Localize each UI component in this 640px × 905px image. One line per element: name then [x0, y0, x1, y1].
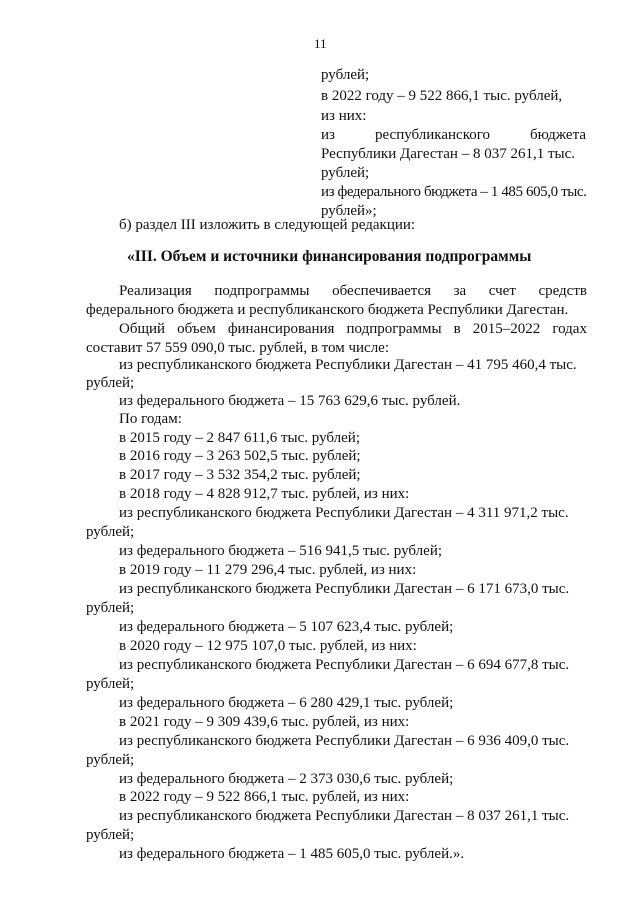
- year-republican-cont: рублей;: [86, 827, 135, 843]
- word: подпрограммы: [214, 283, 310, 299]
- word: подпрограммы: [346, 321, 442, 337]
- word: счет: [488, 283, 516, 299]
- paragraph-line: федерального бюджета и республиканского бюджета Республики Дагестан.: [86, 302, 569, 318]
- section-b-text: б) раздел III изложить в следующей редакции:: [119, 217, 416, 233]
- table-cont-line: рублей;: [321, 67, 370, 83]
- year-republican: из республиканского бюджета Республики Дагестан – 6 936 409,0 тыс.: [119, 733, 570, 749]
- table-cont-line: [321, 126, 586, 144]
- year-republican-cont: рублей;: [86, 524, 135, 540]
- year-federal: из федерального бюджета – 6 280 429,1 тыс. рублей;: [119, 695, 454, 711]
- word: республиканского: [375, 127, 490, 143]
- year-federal: из федерального бюджета – 1 485 605,0 тыс. рублей.».: [119, 846, 465, 862]
- table-cont-line: рублей;: [321, 165, 370, 181]
- word: в: [453, 321, 461, 337]
- table-cont-line: из них:: [321, 108, 367, 124]
- total-republican-cont: рублей;: [86, 375, 135, 391]
- table-cont-line: рублей»;: [321, 203, 377, 219]
- total-federal: из федерального бюджета – 15 763 629,6 тыс. рублей.: [119, 393, 461, 409]
- year-line: в 2019 году – 11 279 296,4 тыс. рублей, из них:: [119, 562, 417, 578]
- year-republican-cont: рублей;: [86, 752, 135, 768]
- table-cont-line: Республики Дагестан – 8 037 261,1 тыс.: [321, 146, 575, 162]
- year-line: в 2022 году – 9 522 866,1 тыс. рублей, из них:: [119, 789, 410, 805]
- total-republican: из республиканского бюджета Республики Дагестан – 41 795 460,4 тыс.: [119, 357, 577, 373]
- year-republican: из республиканского бюджета Республики Дагестан – 8 037 261,1 тыс.: [119, 808, 570, 824]
- year-line: в 2015 году – 2 847 611,6 тыс. рублей;: [119, 430, 360, 446]
- word: обеспечивается: [332, 283, 432, 299]
- year-line: в 2016 году – 3 263 502,5 тыс. рублей;: [119, 448, 361, 464]
- year-republican: из республиканского бюджета Республики Дагестан – 6 171 673,0 тыс.: [119, 581, 570, 597]
- word: средств: [538, 283, 587, 299]
- year-federal: из федерального бюджета – 5 107 623,4 тыс. рублей;: [119, 619, 454, 635]
- by-years-label: По годам:: [119, 411, 182, 427]
- year-republican: из республиканского бюджета Республики Дагестан – 4 311 971,2 тыс.: [119, 505, 569, 521]
- word: годах: [552, 321, 587, 337]
- word: объем: [177, 321, 216, 337]
- section-heading: «III. Объем и источники финансирования подпрограммы: [127, 248, 532, 265]
- paragraph-line: [119, 282, 587, 300]
- year-line: в 2017 году – 3 532 354,2 тыс. рублей;: [119, 467, 361, 483]
- word: из: [321, 127, 335, 143]
- word: Реализация: [119, 283, 192, 299]
- word: за: [453, 283, 467, 299]
- word: Общий: [119, 321, 166, 337]
- word: финансирования: [227, 321, 335, 337]
- table-cont-line: из федерального бюджета – 1 485 605,0 тыс.: [321, 184, 587, 200]
- word: бюджета: [530, 127, 586, 143]
- word: 2015–2022: [472, 321, 541, 337]
- paragraph-line: составит 57 559 090,0 тыс. рублей, в том числе:: [86, 340, 390, 356]
- year-federal: из федерального бюджета – 2 373 030,6 тыс. рублей;: [119, 771, 454, 787]
- table-cont-line: в 2022 году – 9 522 866,1 тыс. рублей,: [321, 88, 563, 104]
- paragraph-line: [119, 320, 587, 338]
- year-federal: из федерального бюджета – 516 941,5 тыс. рублей;: [119, 543, 443, 559]
- year-line: в 2021 году – 9 309 439,6 тыс. рублей, из них:: [119, 714, 410, 730]
- year-line: в 2020 году – 12 975 107,0 тыс. рублей, из них:: [119, 638, 417, 654]
- year-republican-cont: рублей;: [86, 676, 135, 692]
- year-line: в 2018 году – 4 828 912,7 тыс. рублей, из них:: [119, 486, 410, 502]
- year-republican-cont: рублей;: [86, 600, 135, 616]
- page-number: 11: [314, 36, 327, 51]
- year-republican: из республиканского бюджета Республики Дагестан – 6 694 677,8 тыс.: [119, 657, 570, 673]
